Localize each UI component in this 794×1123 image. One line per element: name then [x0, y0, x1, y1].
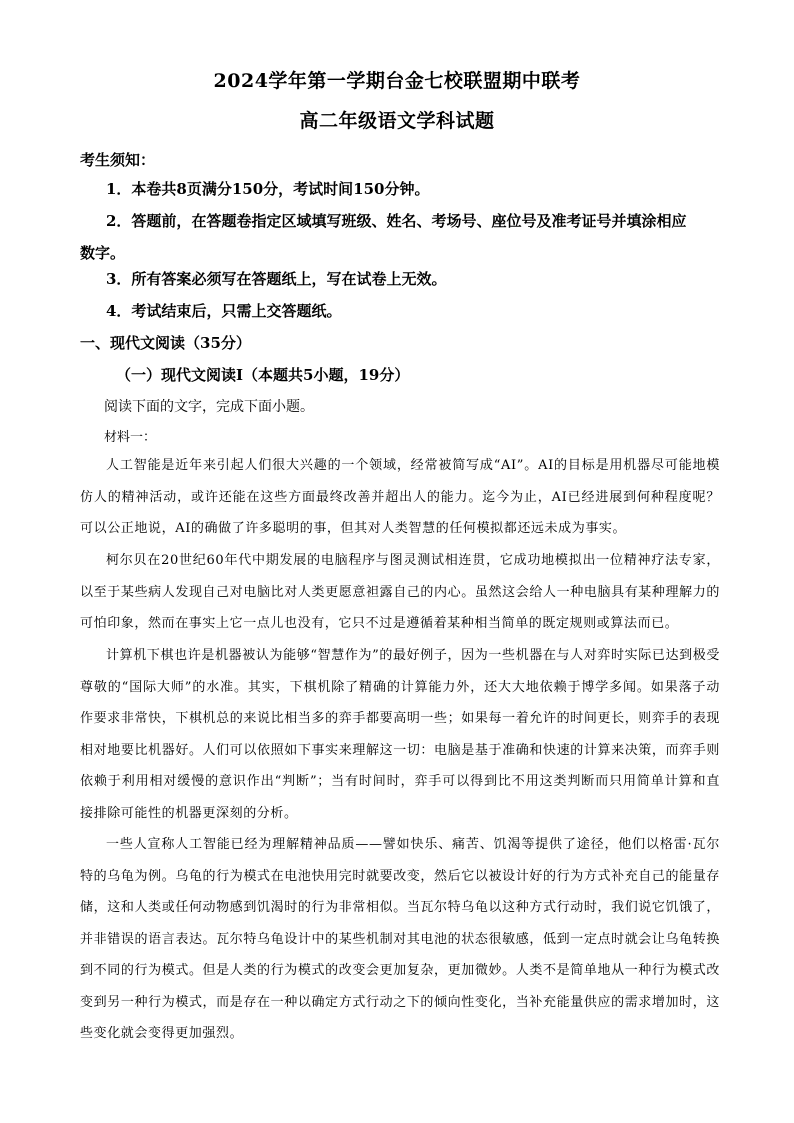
notice-item-4: 4．考试结束后，只需上交答题纸。 [106, 302, 342, 320]
exam-subtitle: 高二年级语文学科试题 [299, 110, 495, 132]
exam-title: 2024学年第一学期台金七校联盟期中联考 [213, 70, 581, 92]
notice-item-1: 1．本卷共8页满分150分，考试时间150分钟。 [106, 180, 430, 198]
section-subheading: （一）现代文阅读Ⅰ（本题共5小题，19分） [116, 366, 410, 384]
paragraph-2: 柯尔贝在20世纪60年代中期发展的电脑程序与图灵测试相连贯，它成功地模拟出一位精神疗法专家，以至于某些病人发现自己对电脑比对人类更愿意袒露自己的内心。虽然这会给人一种电脑具有某种理解力的可怕印象，然而在事实上它一点儿也没有，它只不过是遵循着某种相当简单的既定规则或算法而已。 [80, 553, 720, 631]
notice-heading: 考生须知： [80, 151, 156, 169]
material-label: 材料一： [104, 430, 157, 445]
section-heading: 一、现代文阅读（35分） [80, 334, 251, 352]
paragraph-1: 人工智能是近年来引起人们很大兴趣的一个领域，经常被简写成“AI”。AI的目标是用机器尽可能地模仿人的精神活动，或许还能在这些方面最终改善并超出人的能力。迄今为止，AI已经进展到何种程度呢？可以公正地说，AI的确做了许多聪明的事，但其对人类智慧的任何模拟都还远未成为事实。 [80, 458, 720, 536]
paragraph-4: 一些人宣称人工智能已经为理解精神品质——譬如快乐、痛苦、饥渴等提供了途径，他们以格雷·瓦尔特的乌龟为例。乌龟的行为模式在电池快用完时就要改变，然后它以被设计好的行为方式补充自己的能量存储，这和人类或任何动物感到饥渴时的行为非常相似。当瓦尔特乌龟以这种方式行动时，我们说它饥饿了，并非错误的语言表达。瓦尔特乌龟设计中的某些机制对其电池的状态很敏感，低到一定点时就会让乌龟转换到不同的行为模式。但是人类的行为模式的改变会更加复杂，更加微妙。人类不是简单地从一种行为模式改变到另一种行为模式，而是存在一种以确定方式行动之下的倾向性变化，当补充能量供应的需求增加时，这些变化就会变得更加强烈。 [80, 837, 720, 1041]
reading-instruction: 阅读下面的文字，完成下面小题。 [104, 399, 314, 415]
paragraph-3: 计算机下棋也许是机器被认为能够“智慧作为”的最好例子，因为一些机器在与人对弈时实际已达到极受尊敬的“国际大师”的水准。其实，下棋机除了精确的计算能力外，还大大地依赖于博学多闻。如果落子动作要求非常快，下棋机总的来说比相当多的弈手都要高明一些；如果每一着允许的时间更长，则弈手的表现相对地要比机器好。人们可以依照如下事实来理解这一切：电脑是基于准确和快速的计算来决策，而弈手则依赖于利用相对缓慢的意识作出“判断”；当有时间时，弈手可以得到比不用这类判断而只用简单计算和直接排除可能性的机器更深刻的分析。 [80, 648, 720, 821]
notice-item-3: 3．所有答案必须写在答题纸上，写在试卷上无效。 [106, 270, 447, 288]
notice-item-2: 2．答题前，在答题卷指定区域填写班级、姓名、考场号、座位号及准考证号并填涂相应数字。 [80, 212, 687, 262]
